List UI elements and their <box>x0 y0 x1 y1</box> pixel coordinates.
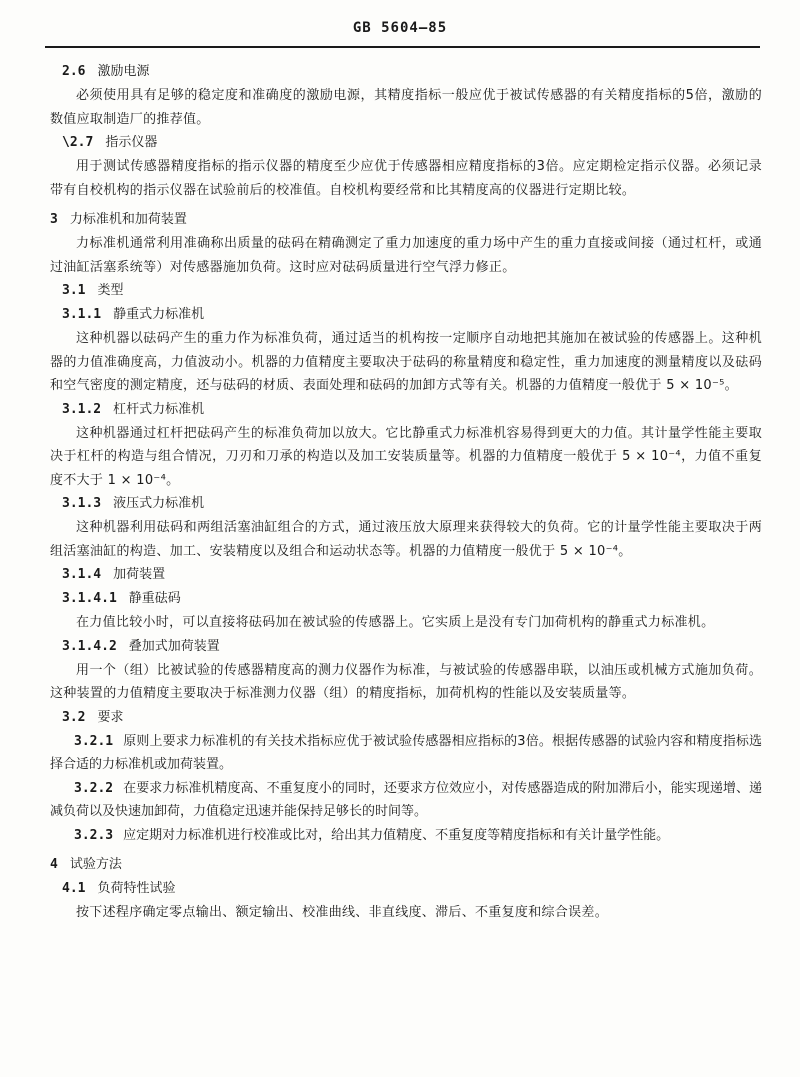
paragraph: 这种机器利用砝码和两组活塞油缸组合的方式，通过液压放大原理来获得较大的负荷。它的计量学性能主要取决于两组活塞油缸的构造、加工、安装精度以及组合和运动状态等。机器的力值精度一般优于 5 × 10⁻⁴。 <box>50 520 762 559</box>
paragraph: 这种机器以砝码产生的重力作为标准负荷，通过适当的机构按一定顺序自动地把其施加在被试验的传感器上。这种机器的力值准确度高，力值波动小。机器的力值精度主要取决于砝码的称量精度和稳定性，重力加速度的测量精度以及砝码和空气密度的测定精度，还与砝码的材质、表面处理和砝码的加卸方式等有关。机器的力值精度一般优于 5 × 10⁻⁵。 <box>50 331 762 393</box>
section-heading <box>50 587 762 611</box>
section-title: 原则上要求力标准机的有关技术指标应优于被试验传感器相应指标的3倍。根据传感器的试验内容和精度指标选择合适的力标准机或加荷装置。 <box>50 733 762 772</box>
section-number: 3.1.4.2 <box>62 638 117 654</box>
section-number: 4.1 <box>62 881 86 896</box>
section-heading <box>50 730 762 777</box>
section-number: 3.1.4.1 <box>62 591 117 606</box>
section-number: 3.2 <box>62 709 86 725</box>
section-number: 3.1 <box>62 283 86 298</box>
header-rule <box>45 46 760 48</box>
document-body <box>50 60 762 925</box>
paragraph: 用于测试传感器精度指标的指示仪器的精度至少应优于传感器相应精度指标的3倍。应定期检定指示仪器。必须记录带有自校机构的指示仪器在试验前后的校准值。自校机构要经常和比其精度高的仪器进行定期比较。 <box>50 159 762 198</box>
section-title: 静重式力标准机 <box>113 307 205 322</box>
section-heading <box>50 279 762 303</box>
section-title: 试验方法 <box>69 857 122 872</box>
paragraph: 必须使用具有足够的稳定度和准确度的激励电源，其精度指标一般应优于被试传感器的有关精度指标的5倍，激励的数值应取制造厂的推荐值。 <box>50 88 762 127</box>
standard-number-header: GB 5604—85 <box>352 20 448 36</box>
section-number: 3.1.1 <box>62 307 102 322</box>
section-number: 3.1.2 <box>62 401 102 417</box>
section-title: 在要求力标准机精度高、不重复度小的同时，还要求方位效应小，对传感器造成的附加滞后小，能实现递增、递减负荷以及快速加卸荷，力值稳定迅速并能保持足够长的时间等。 <box>50 780 762 819</box>
section-heading <box>50 853 762 877</box>
section-title: 要求 <box>97 709 124 725</box>
section-title: 杠杆式力标准机 <box>113 401 205 417</box>
section-number: 4 <box>50 857 58 872</box>
section-title: 加荷装置 <box>113 567 166 582</box>
section-title: 叠加式加荷装置 <box>128 638 220 654</box>
section-heading <box>50 706 762 730</box>
section-heading <box>50 303 762 327</box>
section-title: 类型 <box>97 283 124 298</box>
section-title: 应定期对力标准机进行校准或比对，给出其力值精度、不重复度等精度指标和有关计量学性能。 <box>123 827 670 843</box>
section-title: 负荷特性试验 <box>97 881 176 896</box>
section-number: 3.2.1 <box>74 733 114 749</box>
section-title: 激励电源 <box>97 64 150 79</box>
paragraph: 力标准机通常利用准确称出质量的砝码在精确测定了重力加速度的重力场中产生的重力直接或间接（通过杠杆，或通过油缸活塞系统等）对传感器施加负荷。这时应对砝码质量进行空气浮力修正。 <box>50 236 762 275</box>
section-number: 3.2.3 <box>74 827 114 843</box>
section-number: 3.2.2 <box>74 780 114 796</box>
paragraph: 在力值比较小时，可以直接将砝码加在被试验的传感器上。它实质上是没有专门加荷机构的静重式力标准机。 <box>76 615 715 630</box>
section-heading <box>50 492 762 516</box>
section-number: 3.1.4 <box>62 567 102 582</box>
section-title: 力标准机和加荷装置 <box>69 212 187 227</box>
section-title: 指示仪器 <box>105 135 158 150</box>
section-heading <box>50 398 762 422</box>
section-number: 3.1.3 <box>62 496 102 511</box>
section-heading <box>50 877 762 901</box>
section-heading <box>50 777 762 824</box>
paragraph: 按下述程序确定零点输出、额定输出、校准曲线、非直线度、滞后、不重复度和综合误差。 <box>76 905 609 920</box>
section-number: 3 <box>50 212 58 227</box>
section-title: 静重砝码 <box>128 591 181 606</box>
section-heading <box>50 563 762 587</box>
section-heading <box>50 635 762 659</box>
paragraph: 这种机器通过杠杆把砝码产生的标准负荷加以放大。它比静重式力标准机容易得到更大的力值。其计量学性能主要取决于杠杆的构造与组合情况，刀刃和刀承的构造以及加工安装质量等。机器的力值精度一般优于 5 × 10⁻⁴，力值不重复度不大于 1 × 10⁻⁴。 <box>50 425 762 488</box>
section-heading <box>50 208 762 232</box>
section-title: 液压式力标准机 <box>113 496 205 511</box>
section-heading <box>50 60 762 84</box>
section-heading <box>50 131 762 155</box>
section-number: 2.6 <box>62 64 86 79</box>
section-number: \2.7 <box>62 135 94 150</box>
section-heading <box>50 824 762 848</box>
paragraph: 用一个（组）比被试验的传感器精度高的测力仪器作为标准，与被试验的传感器串联，以油压或机械方式施加负荷。这种装置的力值精度主要取决于标准测力仪器（组）的精度指标，加荷机构的性能以及安装质量等。 <box>50 662 762 701</box>
